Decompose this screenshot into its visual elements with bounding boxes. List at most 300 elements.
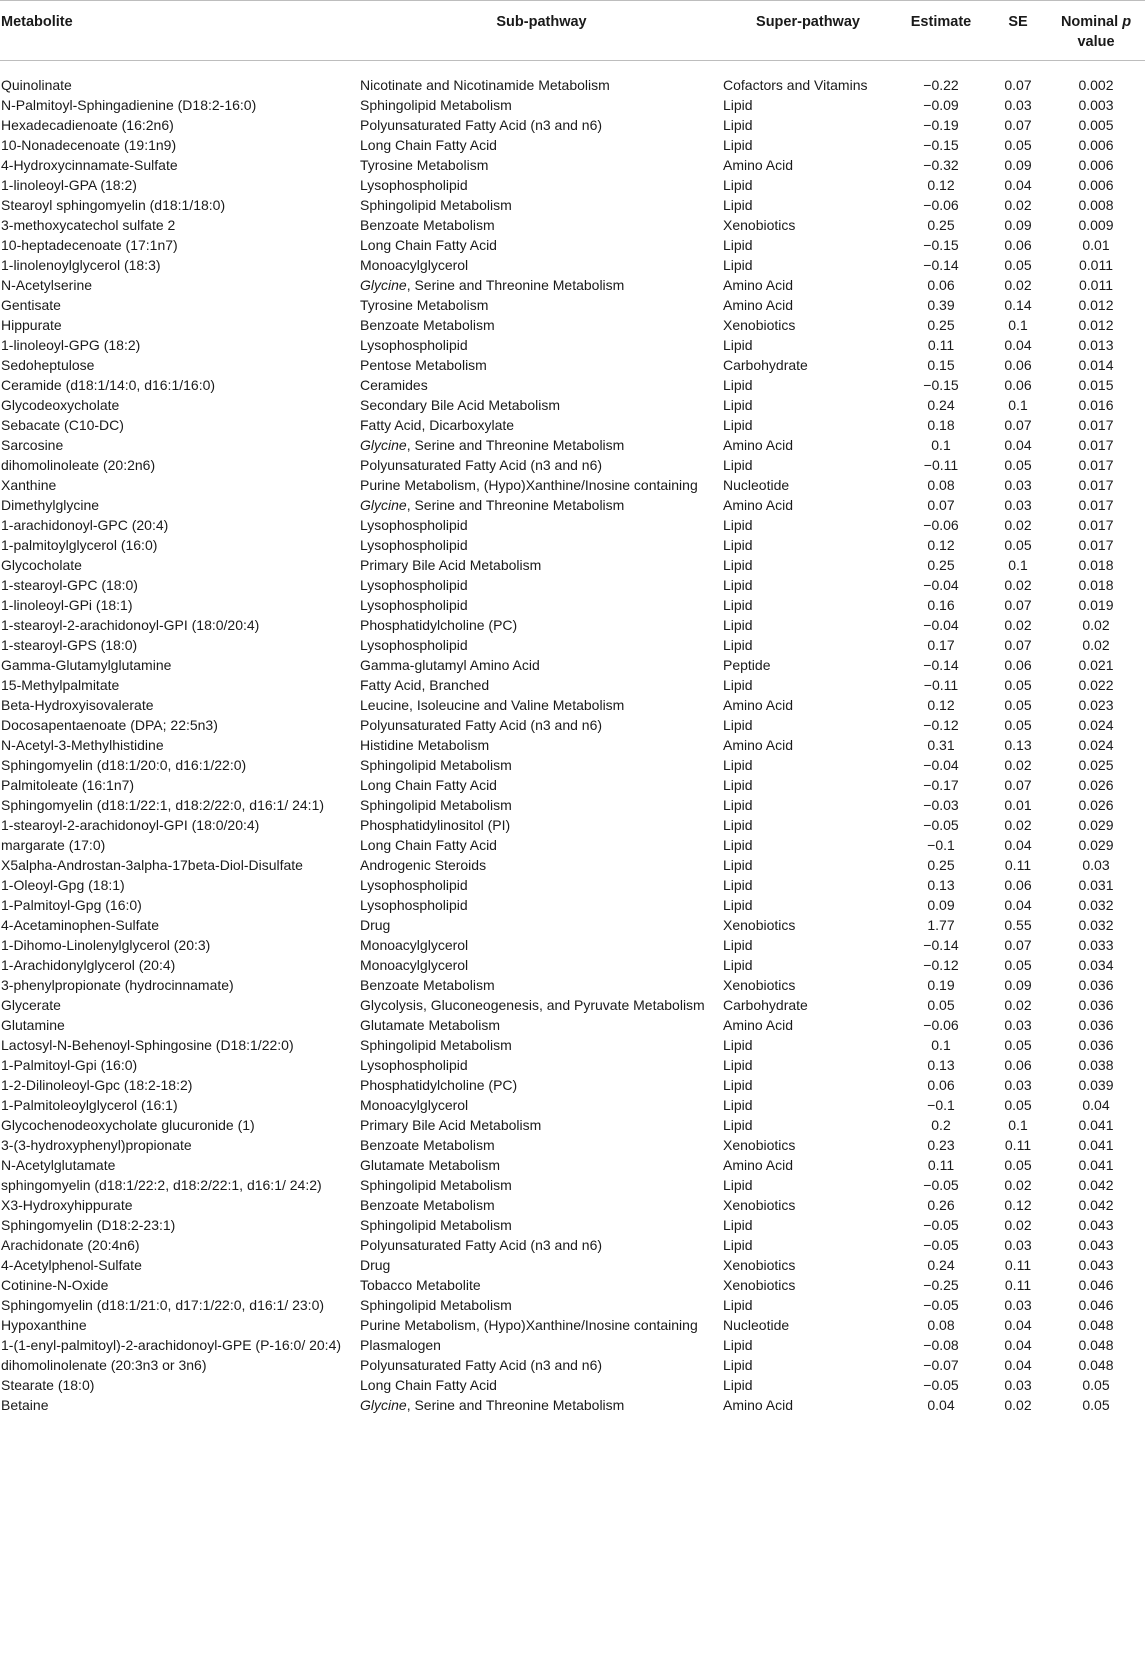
metabolite-cell: Sarcosine [1, 437, 64, 453]
metabolite-cell: 1-stearoyl-GPS (18:0) [1, 637, 138, 653]
metabolite-cell: Dimethylglycine [1, 497, 100, 513]
metabolite-cell: 4-Acetylphenol-Sulfate [1, 1257, 142, 1273]
se-cell: 0.05 [1004, 677, 1032, 693]
metabolite-cell: 1-linoleoyl-GPA (18:2) [1, 177, 137, 193]
estimate-cell: −0.09 [923, 97, 959, 113]
se-cell: 0.06 [1004, 657, 1032, 673]
metabolite-cell: Sphingomyelin (d18:1/20:0, d16:1/22:0) [1, 757, 247, 773]
estimate-cell: 0.09 [927, 897, 955, 913]
subpathway-cell: Leucine, Isoleucine and Valine Metabolism [360, 697, 625, 713]
metabolite-cell: Cotinine-N-Oxide [1, 1277, 109, 1293]
metabolite-cell: 1-Oleoyl-Gpg (18:1) [1, 877, 125, 893]
header-se: SE [989, 1, 1047, 61]
estimate-cell: −0.22 [923, 77, 959, 93]
pvalue-cell: 0.017 [1078, 477, 1114, 493]
pvalue-cell: 0.048 [1078, 1317, 1114, 1333]
superpathway-cell: Lipid [723, 957, 753, 973]
metabolite-cell: 1-Palmitoyl-Gpg (16:0) [1, 897, 142, 913]
estimate-cell: −0.1 [927, 837, 955, 853]
pvalue-cell: 0.011 [1079, 257, 1113, 273]
se-cell: 0.04 [1004, 177, 1032, 193]
metabolite-cell: 1-Arachidonylglycerol (20:4) [1, 957, 176, 973]
se-cell: 0.07 [1004, 417, 1032, 433]
pvalue-cell: 0.034 [1078, 957, 1114, 973]
table-row [0, 315, 1145, 335]
superpathway-cell: Lipid [723, 617, 753, 633]
pvalue-cell: 0.018 [1078, 557, 1114, 573]
se-cell: 0.02 [1004, 517, 1032, 533]
superpathway-cell: Lipid [723, 637, 753, 653]
table-row [0, 1115, 1145, 1135]
estimate-cell: −0.05 [923, 1297, 959, 1313]
metabolite-cell: 1-stearoyl-2-arachidonoyl-GPI (18:0/20:4) [1, 817, 260, 833]
superpathway-cell: Lipid [723, 1117, 753, 1133]
pvalue-cell: 0.041 [1078, 1117, 1114, 1133]
metabolite-cell: 3-methoxycatechol sulfate 2 [1, 217, 176, 233]
superpathway-cell: Amino Acid [723, 1397, 794, 1413]
subpathway-cell: Purine Metabolism, (Hypo)Xanthine/Inosine containing [360, 1317, 698, 1333]
se-cell: 0.06 [1004, 237, 1032, 253]
estimate-cell: −0.12 [923, 717, 959, 733]
estimate-cell: 0.06 [927, 277, 955, 293]
superpathway-cell: Lipid [723, 857, 753, 873]
subpathway-cell: Lysophospholipid [360, 877, 468, 893]
table-row [0, 435, 1145, 455]
pvalue-cell: 0.024 [1078, 717, 1114, 733]
metabolite-cell: 1-2-Dilinoleoyl-Gpc (18:2-18:2) [1, 1077, 193, 1093]
subpathway-cell: Sphingolipid Metabolism [360, 797, 512, 813]
superpathway-cell: Lipid [723, 237, 753, 253]
pvalue-cell: 0.005 [1078, 117, 1114, 133]
se-cell: 0.04 [1004, 837, 1032, 853]
estimate-cell: 0.07 [927, 497, 955, 513]
superpathway-cell: Xenobiotics [723, 217, 796, 233]
superpathway-cell: Lipid [723, 717, 753, 733]
metabolite-cell: Hypoxanthine [1, 1317, 87, 1333]
table-row [0, 695, 1145, 715]
estimate-cell: −0.07 [923, 1357, 959, 1373]
se-cell: 0.06 [1004, 877, 1032, 893]
table-row [0, 1295, 1145, 1315]
se-cell: 0.07 [1004, 937, 1032, 953]
metabolite-cell: N-Acetylserine [1, 277, 93, 293]
se-cell: 0.03 [1004, 97, 1032, 113]
estimate-cell: −0.15 [923, 137, 959, 153]
header-estimate: Estimate [893, 1, 989, 61]
subpathway-rest: , Serine and Threonine Metabolism [406, 1397, 625, 1413]
se-cell: 0.02 [1004, 757, 1032, 773]
se-cell: 0.06 [1004, 357, 1032, 373]
estimate-cell: −0.14 [923, 257, 959, 273]
subpathway-cell: Pentose Metabolism [360, 357, 487, 373]
table-row [0, 555, 1145, 575]
table-row [0, 95, 1145, 115]
table-row [0, 595, 1145, 615]
table-row [0, 775, 1145, 795]
header-pvalue-p: p [1122, 14, 1132, 30]
subpathway-cell: Lysophospholipid [360, 597, 468, 613]
header-pvalue [1047, 1, 1145, 61]
pvalue-cell: 0.048 [1078, 1357, 1114, 1373]
pvalue-cell: 0.026 [1078, 777, 1114, 793]
subpathway-cell: Tobacco Metabolite [360, 1277, 481, 1293]
superpathway-cell: Lipid [723, 517, 753, 533]
table-row [0, 835, 1145, 855]
superpathway-cell: Lipid [723, 777, 753, 793]
se-cell: 0.13 [1004, 737, 1032, 753]
metabolite-cell: 1-Dihomo-Linolenylglycerol (20:3) [1, 937, 211, 953]
se-cell: 0.04 [1004, 1357, 1032, 1373]
metabolite-cell: Sphingomyelin (d18:1/22:1, d18:2/22:0, d16:1/ 24:1) [1, 797, 325, 813]
metabolite-cell: 4-Acetaminophen-Sulfate [1, 917, 159, 933]
table-row [0, 135, 1145, 155]
superpathway-cell: Lipid [723, 1057, 753, 1073]
subpathway-cell: Lysophospholipid [360, 637, 468, 653]
superpathway-cell: Lipid [723, 937, 753, 953]
estimate-cell: −0.1 [927, 1097, 955, 1113]
table-row [0, 495, 1145, 515]
metabolite-cell: 1-linolenoylglycerol (18:3) [1, 257, 161, 273]
superpathway-cell: Xenobiotics [723, 1137, 796, 1153]
estimate-cell: 0.17 [927, 637, 955, 653]
subpathway-cell: Benzoate Metabolism [360, 317, 495, 333]
estimate-cell: 0.12 [927, 537, 955, 553]
pvalue-cell: 0.02 [1082, 637, 1110, 653]
subpathway-cell: Tyrosine Metabolism [360, 157, 489, 173]
se-cell: 0.55 [1004, 917, 1032, 933]
pvalue-cell: 0.017 [1078, 457, 1114, 473]
superpathway-cell: Lipid [723, 117, 753, 133]
table-row [0, 515, 1145, 535]
metabolite-cell: N-Acetylglutamate [1, 1157, 116, 1173]
estimate-cell: −0.25 [923, 1277, 959, 1293]
superpathway-cell: Lipid [723, 337, 753, 353]
estimate-cell: 0.25 [927, 217, 955, 233]
estimate-cell: 0.1 [931, 437, 951, 453]
se-cell: 0.03 [1004, 1237, 1032, 1253]
table-row [0, 735, 1145, 755]
metabolite-cell: Betaine [1, 1397, 49, 1413]
estimate-cell: 0.2 [931, 1117, 951, 1133]
subpathway-cell: Monoacylglycerol [360, 937, 469, 953]
subpathway-cell: Phosphatidylcholine (PC) [360, 617, 518, 633]
table-row [0, 415, 1145, 435]
pvalue-cell: 0.042 [1078, 1177, 1114, 1193]
estimate-cell: 0.1 [931, 1037, 951, 1053]
metabolite-cell: Docosapentaenoate (DPA; 22:5n3) [1, 717, 218, 733]
se-cell: 0.07 [1004, 637, 1032, 653]
estimate-cell: −0.14 [923, 937, 959, 953]
metabolite-cell: 1-linoleoyl-GPG (18:2) [1, 337, 141, 353]
metabolite-cell: Sedoheptulose [1, 357, 95, 373]
pvalue-cell: 0.017 [1078, 497, 1114, 513]
table-row [0, 1055, 1145, 1075]
estimate-cell: 0.18 [927, 417, 955, 433]
se-cell: 0.05 [1004, 1037, 1032, 1053]
table-row [0, 335, 1145, 355]
subpathway-cell: Glutamate Metabolism [360, 1157, 501, 1173]
estimate-cell: −0.05 [923, 1377, 959, 1393]
pvalue-cell: 0.017 [1078, 517, 1114, 533]
estimate-cell: −0.17 [923, 777, 959, 793]
se-cell: 0.1 [1008, 557, 1028, 573]
pvalue-cell: 0.042 [1078, 1197, 1114, 1213]
pvalue-cell: 0.039 [1078, 1077, 1114, 1093]
metabolite-cell: Hippurate [1, 317, 62, 333]
subpathway-cell: Polyunsaturated Fatty Acid (n3 and n6) [360, 717, 603, 733]
superpathway-cell: Xenobiotics [723, 317, 796, 333]
subpathway-cell: Lysophospholipid [360, 177, 468, 193]
metabolite-cell: margarate (17:0) [1, 837, 106, 853]
pvalue-cell: 0.04 [1082, 1097, 1110, 1113]
subpathway-cell: Drug [360, 917, 391, 933]
table-row [0, 675, 1145, 695]
pvalue-cell: 0.011 [1079, 277, 1113, 293]
pvalue-cell: 0.046 [1078, 1277, 1114, 1293]
table-row [0, 1075, 1145, 1095]
se-cell: 0.02 [1004, 817, 1032, 833]
superpathway-cell: Nucleotide [723, 1317, 790, 1333]
subpathway-cell: Fatty Acid, Dicarboxylate [360, 417, 515, 433]
metabolite-cell: Gamma-Glutamylglutamine [1, 657, 172, 673]
table-row [0, 295, 1145, 315]
superpathway-cell: Lipid [723, 417, 753, 433]
table-body [0, 61, 1145, 1416]
subpathway-italic: Glycine [360, 1397, 407, 1413]
se-cell: 0.07 [1004, 597, 1032, 613]
subpathway-cell: Plasmalogen [360, 1337, 441, 1353]
se-cell: 0.04 [1004, 1317, 1032, 1333]
subpathway-cell: Glycolysis, Gluconeogenesis, and Pyruvate Metabolism [360, 997, 705, 1013]
pvalue-cell: 0.046 [1078, 1297, 1114, 1313]
se-cell: 0.09 [1004, 157, 1032, 173]
se-cell: 0.02 [1004, 277, 1032, 293]
pvalue-cell: 0.041 [1078, 1157, 1114, 1173]
subpathway-cell: Lysophospholipid [360, 537, 468, 553]
superpathway-cell: Amino Acid [723, 1157, 794, 1173]
pvalue-cell: 0.033 [1078, 937, 1114, 953]
superpathway-cell: Amino Acid [723, 437, 794, 453]
table-row [0, 935, 1145, 955]
pvalue-cell: 0.048 [1078, 1337, 1114, 1353]
subpathway-cell: Sphingolipid Metabolism [360, 197, 512, 213]
superpathway-cell: Lipid [723, 837, 753, 853]
superpathway-cell: Lipid [723, 537, 753, 553]
estimate-cell: 0.04 [927, 1397, 955, 1413]
estimate-cell: −0.04 [923, 617, 959, 633]
subpathway-cell: Sphingolipid Metabolism [360, 1037, 512, 1053]
se-cell: 0.03 [1004, 1077, 1032, 1093]
se-cell: 0.05 [1004, 137, 1032, 153]
subpathway-cell: Sphingolipid Metabolism [360, 1177, 512, 1193]
se-cell: 0.05 [1004, 697, 1032, 713]
se-cell: 0.1 [1008, 317, 1028, 333]
se-cell: 0.03 [1004, 1377, 1032, 1393]
subpathway-cell: Drug [360, 1257, 391, 1273]
table-row [0, 175, 1145, 195]
estimate-cell: 0.24 [927, 397, 955, 413]
metabolite-cell: Glycodeoxycholate [1, 397, 120, 413]
metabolite-cell: 1-linoleoyl-GPi (18:1) [1, 597, 133, 613]
pvalue-cell: 0.036 [1078, 997, 1114, 1013]
metabolite-cell: Sphingomyelin (d18:1/21:0, d17:1/22:0, d16:1/ 23:0) [1, 1297, 325, 1313]
superpathway-cell: Lipid [723, 457, 753, 473]
header-subpathway: Sub-pathway [360, 1, 723, 61]
se-cell: 0.04 [1004, 437, 1032, 453]
subpathway-italic: Glycine [360, 277, 407, 293]
table-row [0, 1395, 1145, 1415]
metabolite-cell: 1-arachidonoyl-GPC (20:4) [1, 517, 169, 533]
table-row [0, 1035, 1145, 1055]
estimate-cell: −0.11 [923, 457, 959, 473]
table-row [0, 995, 1145, 1015]
superpathway-cell: Lipid [723, 897, 753, 913]
pvalue-cell: 0.006 [1078, 137, 1114, 153]
estimate-cell: −0.15 [923, 237, 959, 253]
pvalue-cell: 0.029 [1078, 837, 1114, 853]
metabolite-cell: 10-Nonadecenoate (19:1n9) [1, 137, 177, 153]
superpathway-cell: Lipid [723, 1217, 753, 1233]
metabolite-cell: dihomolinoleate (20:2n6) [1, 457, 156, 473]
subpathway-rest: , Serine and Threonine Metabolism [406, 437, 625, 453]
se-cell: 0.03 [1004, 1297, 1032, 1313]
table-row [0, 355, 1145, 375]
superpathway-cell: Lipid [723, 1377, 753, 1393]
subpathway-cell: Phosphatidylcholine (PC) [360, 1077, 518, 1093]
se-cell: 0.02 [1004, 997, 1032, 1013]
subpathway-cell: Nicotinate and Nicotinamide Metabolism [360, 77, 610, 93]
table-row [0, 1255, 1145, 1275]
estimate-cell: 0.25 [927, 857, 955, 873]
estimate-cell: −0.05 [923, 1217, 959, 1233]
estimate-cell: −0.06 [923, 1017, 959, 1033]
pvalue-cell: 0.043 [1078, 1257, 1114, 1273]
metabolite-cell: Palmitoleate (16:1n7) [1, 777, 135, 793]
pvalue-cell: 0.024 [1078, 737, 1114, 753]
subpathway-italic: Glycine [360, 437, 407, 453]
estimate-cell: −0.12 [923, 957, 959, 973]
se-cell: 0.02 [1004, 577, 1032, 593]
se-cell: 0.12 [1004, 1197, 1032, 1213]
table-row [0, 955, 1145, 975]
header-pvalue-suffix: value [1077, 34, 1115, 50]
subpathway-cell: Histidine Metabolism [360, 737, 490, 753]
superpathway-cell: Amino Acid [723, 737, 794, 753]
subpathway-cell: Monoacylglycerol [360, 957, 469, 973]
metabolite-cell: N-Palmitoyl-Sphingadienine (D18:2-16:0) [1, 97, 257, 113]
metabolite-cell: Quinolinate [1, 77, 72, 93]
se-cell: 0.01 [1004, 797, 1032, 813]
table-row [0, 1355, 1145, 1375]
superpathway-cell: Lipid [723, 1177, 753, 1193]
table-row [0, 375, 1145, 395]
estimate-cell: 0.13 [927, 877, 955, 893]
pvalue-cell: 0.03 [1082, 857, 1110, 873]
pvalue-cell: 0.012 [1078, 297, 1114, 313]
pvalue-cell: 0.015 [1078, 377, 1114, 393]
superpathway-cell: Carbohydrate [723, 997, 808, 1013]
superpathway-cell: Xenobiotics [723, 977, 796, 993]
metabolite-cell: Sphingomyelin (D18:2-23:1) [1, 1217, 176, 1233]
superpathway-cell: Xenobiotics [723, 1277, 796, 1293]
metabolite-cell: 1-Palmitoyl-Gpi (16:0) [1, 1057, 138, 1073]
estimate-cell: 0.24 [927, 1257, 955, 1273]
superpathway-cell: Amino Acid [723, 697, 794, 713]
table-row [0, 795, 1145, 815]
metabolite-cell: X5alpha-Androstan-3alpha-17beta-Diol-Disulfate [1, 857, 303, 873]
subpathway-cell: Monoacylglycerol [360, 1097, 469, 1113]
pvalue-cell: 0.003 [1078, 97, 1114, 113]
pvalue-cell: 0.018 [1078, 577, 1114, 593]
se-cell: 0.03 [1004, 1017, 1032, 1033]
pvalue-cell: 0.05 [1082, 1397, 1110, 1413]
superpathway-cell: Lipid [723, 557, 753, 573]
subpathway-cell: Benzoate Metabolism [360, 1137, 495, 1153]
se-cell: 0.06 [1004, 377, 1032, 393]
superpathway-cell: Amino Acid [723, 497, 794, 513]
se-cell: 0.05 [1004, 537, 1032, 553]
superpathway-cell: Lipid [723, 1077, 753, 1093]
pvalue-cell: 0.006 [1078, 177, 1114, 193]
pvalue-cell: 0.043 [1078, 1237, 1114, 1253]
metabolite-cell: X3-Hydroxyhippurate [1, 1197, 133, 1213]
pvalue-cell: 0.032 [1078, 917, 1114, 933]
table-row [0, 1315, 1145, 1335]
estimate-cell: −0.15 [923, 377, 959, 393]
superpathway-cell: Lipid [723, 817, 753, 833]
estimate-cell: 0.05 [927, 997, 955, 1013]
table-row [0, 455, 1145, 475]
superpathway-cell: Lipid [723, 397, 753, 413]
subpathway-cell: Sphingolipid Metabolism [360, 1297, 512, 1313]
estimate-cell: 0.08 [927, 477, 955, 493]
subpathway-cell [360, 435, 723, 455]
header-superpathway: Super-pathway [723, 1, 893, 61]
estimate-cell: 0.11 [927, 337, 955, 353]
superpathway-cell: Nucleotide [723, 477, 790, 493]
superpathway-cell: Lipid [723, 677, 753, 693]
metabolite-cell: 1-Palmitoleoylglycerol (16:1) [1, 1097, 178, 1113]
subpathway-cell: Benzoate Metabolism [360, 1197, 495, 1213]
table-row [0, 535, 1145, 555]
subpathway-italic: Glycine [360, 497, 407, 513]
table-row [0, 1335, 1145, 1355]
table-row [0, 635, 1145, 655]
superpathway-cell: Carbohydrate [723, 357, 808, 373]
estimate-cell: 0.31 [927, 737, 955, 753]
pvalue-cell: 0.017 [1078, 417, 1114, 433]
se-cell: 0.03 [1004, 497, 1032, 513]
pvalue-cell: 0.012 [1078, 317, 1114, 333]
superpathway-cell: Lipid [723, 1097, 753, 1113]
superpathway-cell: Lipid [723, 197, 753, 213]
table-row [0, 755, 1145, 775]
estimate-cell: 0.19 [927, 977, 955, 993]
pvalue-cell: 0.05 [1082, 1377, 1110, 1393]
subpathway-cell: Fatty Acid, Branched [360, 677, 490, 693]
superpathway-cell: Lipid [723, 577, 753, 593]
table-row [0, 395, 1145, 415]
subpathway-cell: Primary Bile Acid Metabolism [360, 1117, 542, 1133]
table-row [0, 575, 1145, 595]
superpathway-cell: Amino Acid [723, 277, 794, 293]
table-row [0, 255, 1145, 275]
pvalue-cell: 0.036 [1078, 1017, 1114, 1033]
subpathway-cell: Tyrosine Metabolism [360, 297, 489, 313]
metabolite-cell: sphingomyelin (d18:1/22:2, d18:2/22:1, d16:1/ 24:2) [1, 1177, 322, 1193]
pvalue-cell: 0.022 [1078, 677, 1114, 693]
subpathway-cell [360, 495, 723, 515]
